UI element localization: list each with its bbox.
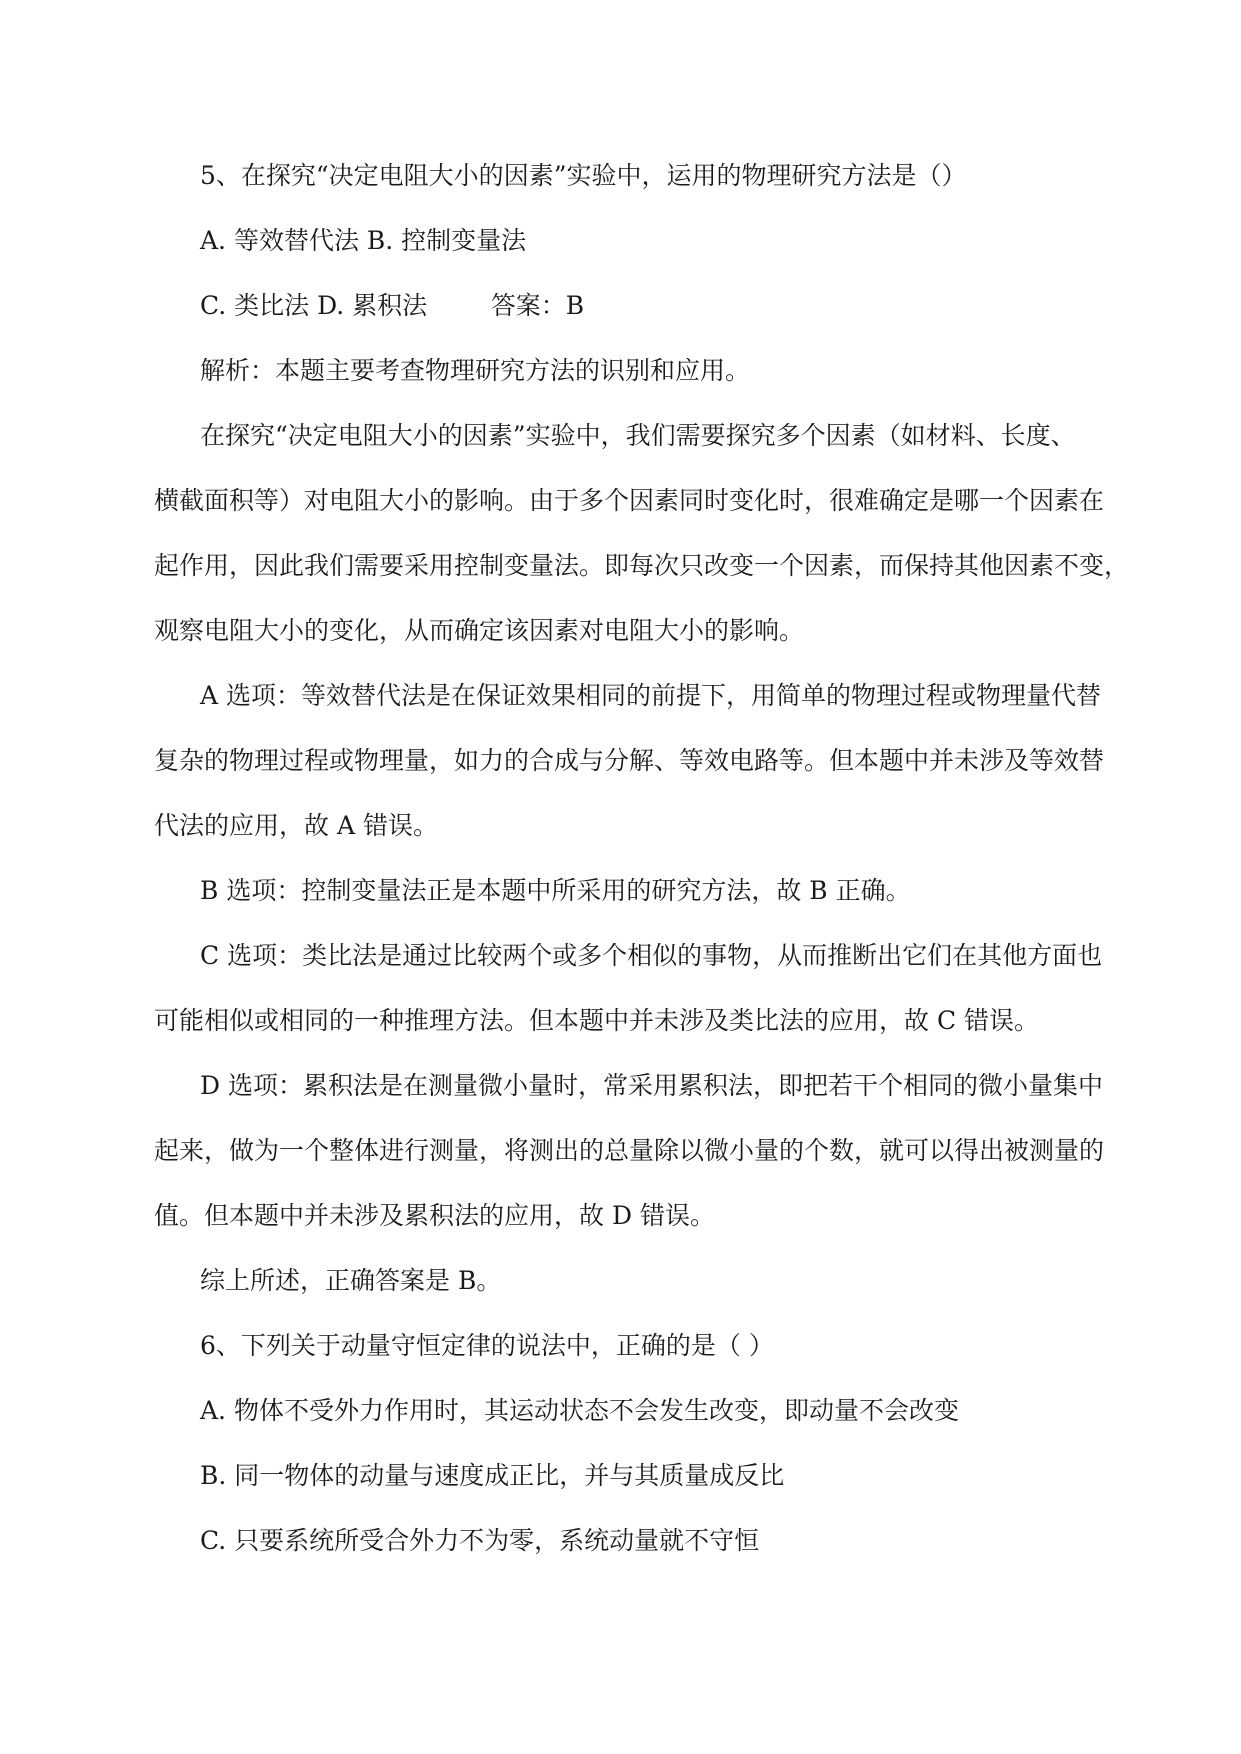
option-a-analysis-line: A 选项：等效替代法是在保证效果相同的前提下，用简单的物理过程或物理量代替	[200, 681, 1102, 710]
analysis-intro: 解析：本题主要考查物理研究方法的识别和应用。	[200, 356, 751, 385]
option-b-analysis-line: B 选项：控制变量法正是本题中所采用的研究方法，故 B 正确。	[200, 876, 911, 905]
question-6-option-a: A. 物体不受外力作用时，其运动状态不会发生改变，即动量不会改变	[200, 1396, 959, 1425]
option-d-analysis-line: 起来，做为一个整体进行测量，将测出的总量除以微小量的个数，就可以得出被测量的	[154, 1136, 1105, 1165]
question-5-stem: 5、在探究“决定电阻大小的因素”实验中，运用的物理研究方法是（）	[200, 161, 967, 190]
analysis-paragraph-line: 观察电阻大小的变化，从而确定该因素对电阻大小的影响。	[154, 616, 805, 645]
question-5-options-ab: A. 等效替代法 B. 控制变量法	[200, 226, 527, 255]
option-c-analysis-line: C 选项：类比法是通过比较两个或多个相似的事物，从而推断出它们在其他方面也	[200, 941, 1103, 970]
analysis-paragraph-line: 起作用，因此我们需要采用控制变量法。即每次只改变一个因素，而保持其他因素不变，	[154, 551, 1130, 580]
question-6-option-c: C. 只要系统所受合外力不为零，系统动量就不守恒	[200, 1526, 760, 1555]
option-a-analysis-line: 代法的应用，故 A 错误。	[154, 811, 438, 840]
question-6-option-b: B. 同一物体的动量与速度成正比，并与其质量成反比	[200, 1461, 785, 1490]
question-6-stem: 6、下列关于动量守恒定律的说法中，正确的是（ ）	[200, 1331, 774, 1360]
question-5-options-cd-answer: C. 类比法 D. 累积法 答案：B	[200, 291, 585, 320]
analysis-paragraph-line: 横截面积等）对电阻大小的影响。由于多个因素同时变化时，很难确定是哪一个因素在	[154, 486, 1105, 515]
option-d-analysis-line: 值。但本题中并未涉及累积法的应用，故 D 错误。	[154, 1201, 715, 1230]
option-d-analysis-line: D 选项：累积法是在测量微小量时，常采用累积法，即把若干个相同的微小量集中	[200, 1071, 1103, 1100]
option-a-analysis-line: 复杂的物理过程或物理量，如力的合成与分解、等效电路等。但本题中并未涉及等效替	[154, 746, 1105, 775]
analysis-paragraph-line: 在探究“决定电阻大小的因素”实验中，我们需要探究多个因素（如材料、长度、	[200, 421, 1076, 450]
conclusion: 综上所述，正确答案是 B。	[200, 1266, 502, 1295]
option-c-analysis-line: 可能相似或相同的一种推理方法。但本题中并未涉及类比法的应用，故 C 错误。	[154, 1006, 1040, 1035]
